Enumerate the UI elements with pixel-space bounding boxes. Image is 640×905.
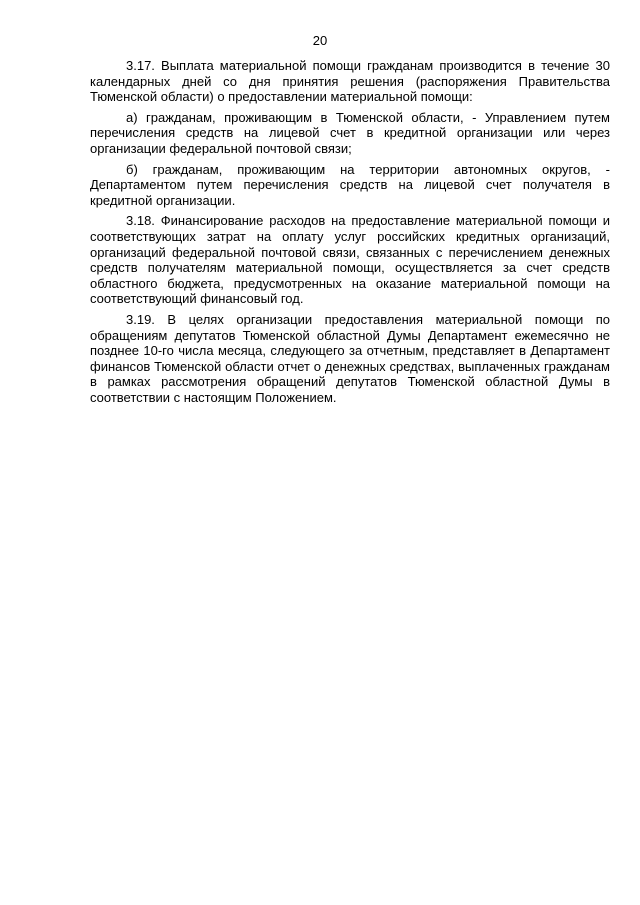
page-number: 20 bbox=[312, 33, 328, 48]
paragraph-3-19: 3.19. В целях организации предоставления материальной помощи по обращениям депутатов Тюменской областной Думы Департамент ежемесячно не позднее 10-го числа месяца, следующего за отчетным, представляет в Департамент финансов Тюменской области отчет о денежных средствах, выплаченных гражданам в рамках рассмотрения обращений депутатов Тюменской областной Думы в соответствии с настоящим Положением. bbox=[90, 311, 610, 405]
paragraph-3-18: 3.18. Финансирование расходов на предоставление материальной помощи и соответствующих затрат на оплату услуг российских кредитных организаций, организаций федеральной почтовой связи, связанных с перечислением денежных средств получателям материальной помощи, осуществляется за счет средств областного бюджета, предусмотренных на оказание материальной помощи на соответствующий финансовый год. bbox=[90, 213, 610, 307]
paragraph-3-17: 3.17. Выплата материальной помощи гражданам производится в течение 30 календарных дней со дня принятия решения (распоряжения Правительства Тюменской области) о предоставлении материальной помощи: bbox=[90, 58, 610, 105]
document-body bbox=[90, 58, 610, 410]
paragraph-3-17-a: а) гражданам, проживающим в Тюменской области, - Управлением путем перечисления средств на лицевой счет в кредитной организации или через организации федеральной почтовой связи; bbox=[90, 109, 610, 156]
paragraph-3-17-b: б) гражданам, проживающим на территории автономных округов, - Департаментом путем перечисления средств на лицевой счет получателя в кредитной организации. bbox=[90, 161, 610, 208]
